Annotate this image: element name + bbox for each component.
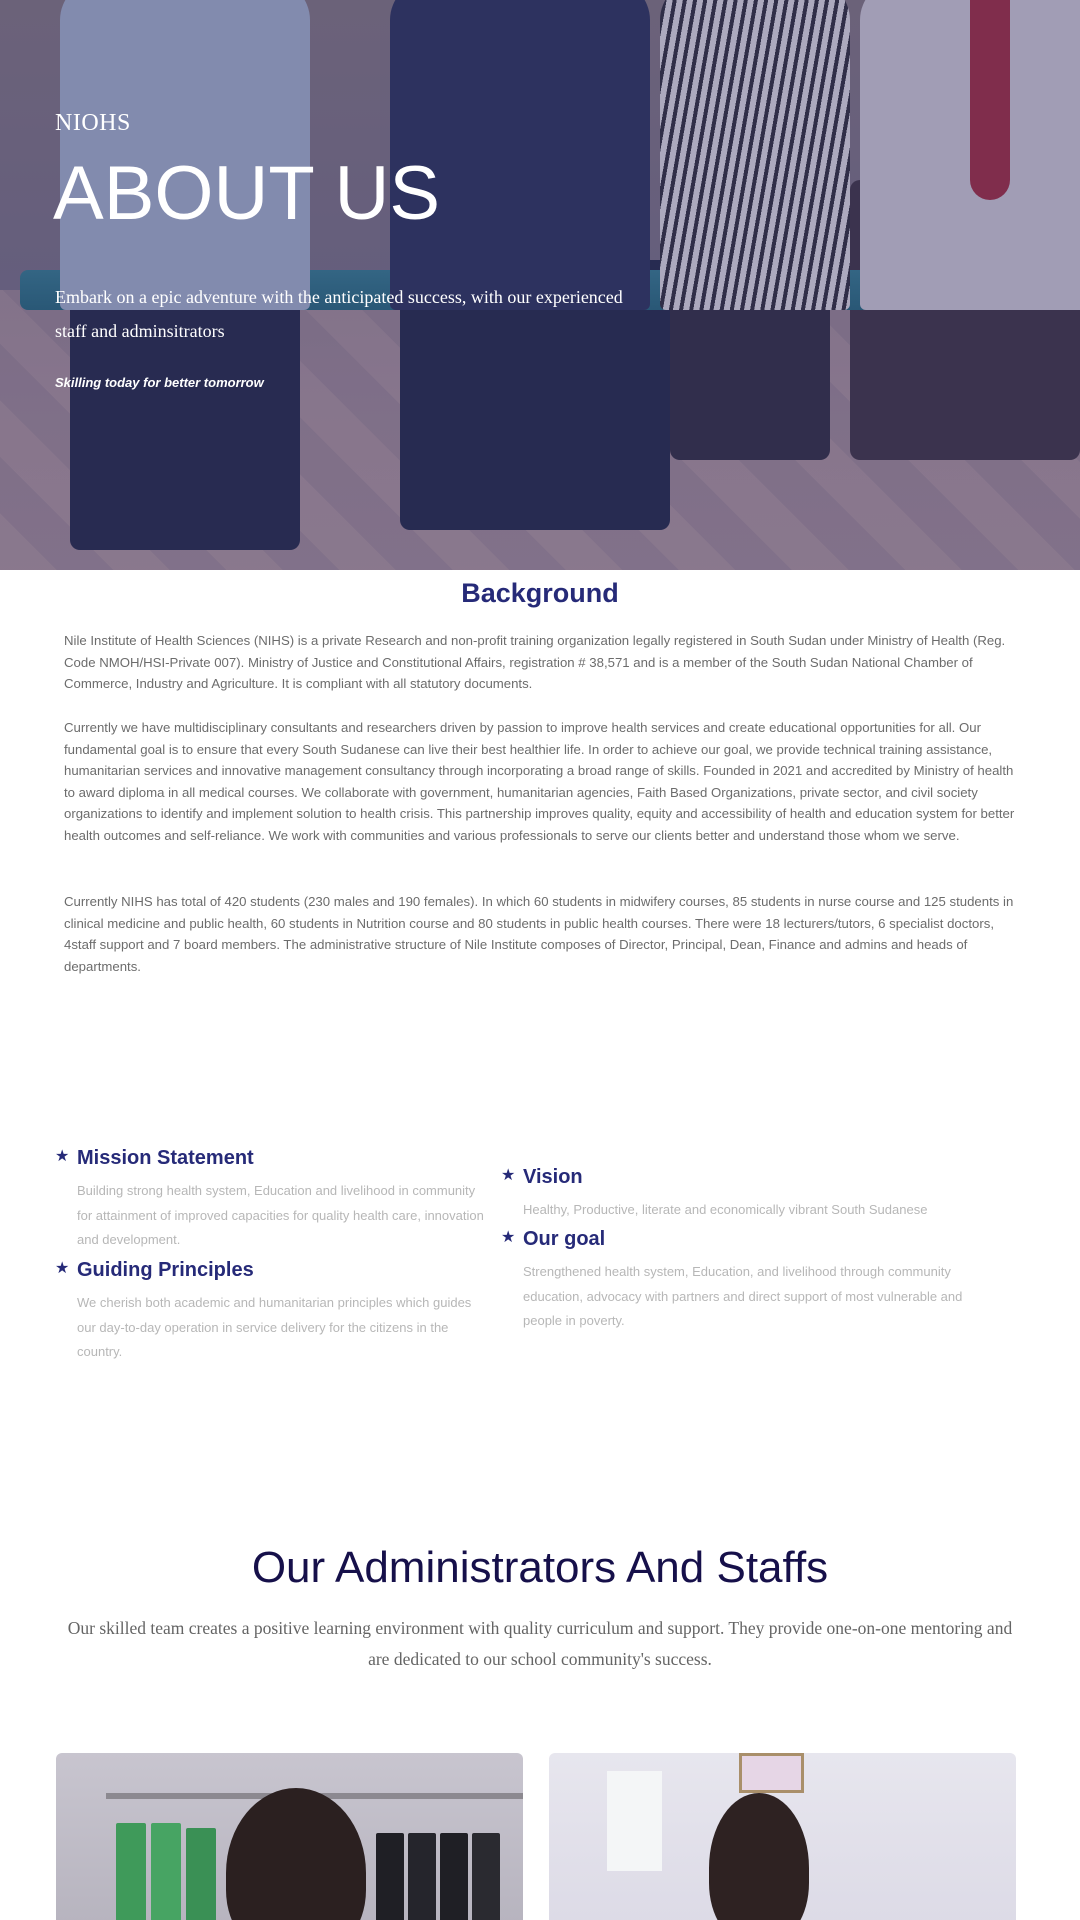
administrators-subtitle: Our skilled team creates a positive learning environment with quality curriculum and support. They provide one-on-one mentoring and are dedicated to our school community's success. xyxy=(67,1618,1013,1669)
mission-statement-title: Mission Statement xyxy=(77,1147,254,1169)
staff-portrait xyxy=(709,1793,809,1920)
staff-portrait xyxy=(226,1788,366,1920)
photo-binder xyxy=(376,1833,404,1920)
background-paragraph: Currently NIHS has total of 420 students (230 males and 190 females). In which 60 students in midwifery courses, 85 students in nurse course and 125 students in clinical medicine and public health, 60 students in Nutrition course and 80 students in public health courses. There were 18 lecturers/tutors, 6 specialist doctors, 4staff support and 7 board members. The administrative structure of Nile Institute composes of Director, Principal, Dean, Finance and admins and heads of departments. xyxy=(64,894,1014,974)
guiding-principles-text: We cherish both academic and humanitarian principles which guides our day-to-day operation in service delivery for the citizens in the country. xyxy=(77,1295,472,1359)
guiding-principles-title: Guiding Principles xyxy=(77,1259,254,1281)
hero-banner xyxy=(0,0,1080,570)
star-icon: ★ xyxy=(55,1260,70,1277)
background-paragraph: Currently we have multidisciplinary consultants and researchers driven by passion to improve health services and create educational opportunities for all. Our fundamental goal is to ensure that every South Sudanese can live their best healthier life. In order to achieve our goal, we provide technical training assistance, humanitarian services and innovative management consultancy through incorporating a broad range of skills. Founded in 2021 and accredited by Ministry of health to award diploma in all medical courses. We collaborate with government, humanitarian agencies, Faith Based Organizations, private sector, and civil society organizations to identify and implement solution to health crisis. This partnership improves quality, equity and accessibility of health and education system for better health outcomes and self-reliance. We work with communities and various professionals to serve our clients better and understand those whom we serve. xyxy=(64,720,1015,843)
vision-text: Healthy, Productive, literate and economically vibrant South Sudanese xyxy=(523,1202,928,1217)
hero-subtitle: Embark on a epic adventure with the anticipated success, with our experienced staff and adminsitrators xyxy=(55,287,623,341)
our-goal-text: Strengthened health system, Education, and livelihood through community education, advocacy with partners and direct support of most vulnerable and people in poverty. xyxy=(523,1264,963,1328)
background-heading: Background xyxy=(461,578,619,608)
our-goal-title: Our goal xyxy=(523,1228,606,1250)
photo-binder xyxy=(116,1823,146,1920)
page-title: ABOUT US xyxy=(53,151,441,236)
staff-photo-card[interactable] xyxy=(56,1753,523,1920)
star-icon: ★ xyxy=(501,1167,516,1184)
star-icon: ★ xyxy=(55,1148,70,1165)
photo-binder xyxy=(151,1823,181,1920)
photo-binder xyxy=(408,1833,436,1920)
hero-brand: NIOHS xyxy=(55,110,131,136)
photo-binder xyxy=(440,1833,468,1920)
hero-tagline: Skilling today for better tomorrow xyxy=(55,375,264,390)
photo-wall-frame xyxy=(739,1753,804,1793)
background-paragraph: Nile Institute of Health Sciences (NIHS) is a private Research and non-profit training organization legally registered in South Sudan under Ministry of Health (Reg. Code NMOH/HSI-Private 007). Ministry of Justice and Constitutional Affairs, registration # 38,571 and is a member of the South Sudan National Chamber of Commerce, Industry and Agriculture. It is compliant with all statutory documents. xyxy=(64,633,1006,692)
photo-wall-poster xyxy=(607,1771,662,1871)
administrators-heading: Our Administrators And Staffs xyxy=(251,1543,829,1592)
photo-binder xyxy=(472,1833,500,1920)
photo-binder xyxy=(186,1828,216,1920)
staff-photo-card[interactable] xyxy=(549,1753,1016,1920)
star-icon: ★ xyxy=(501,1229,516,1246)
vision-title: Vision xyxy=(523,1166,583,1188)
mission-statement-text: Building strong health system, Education and livelihood in community for attainment of improved capacities for quality health care, innovation and development. xyxy=(77,1183,484,1247)
